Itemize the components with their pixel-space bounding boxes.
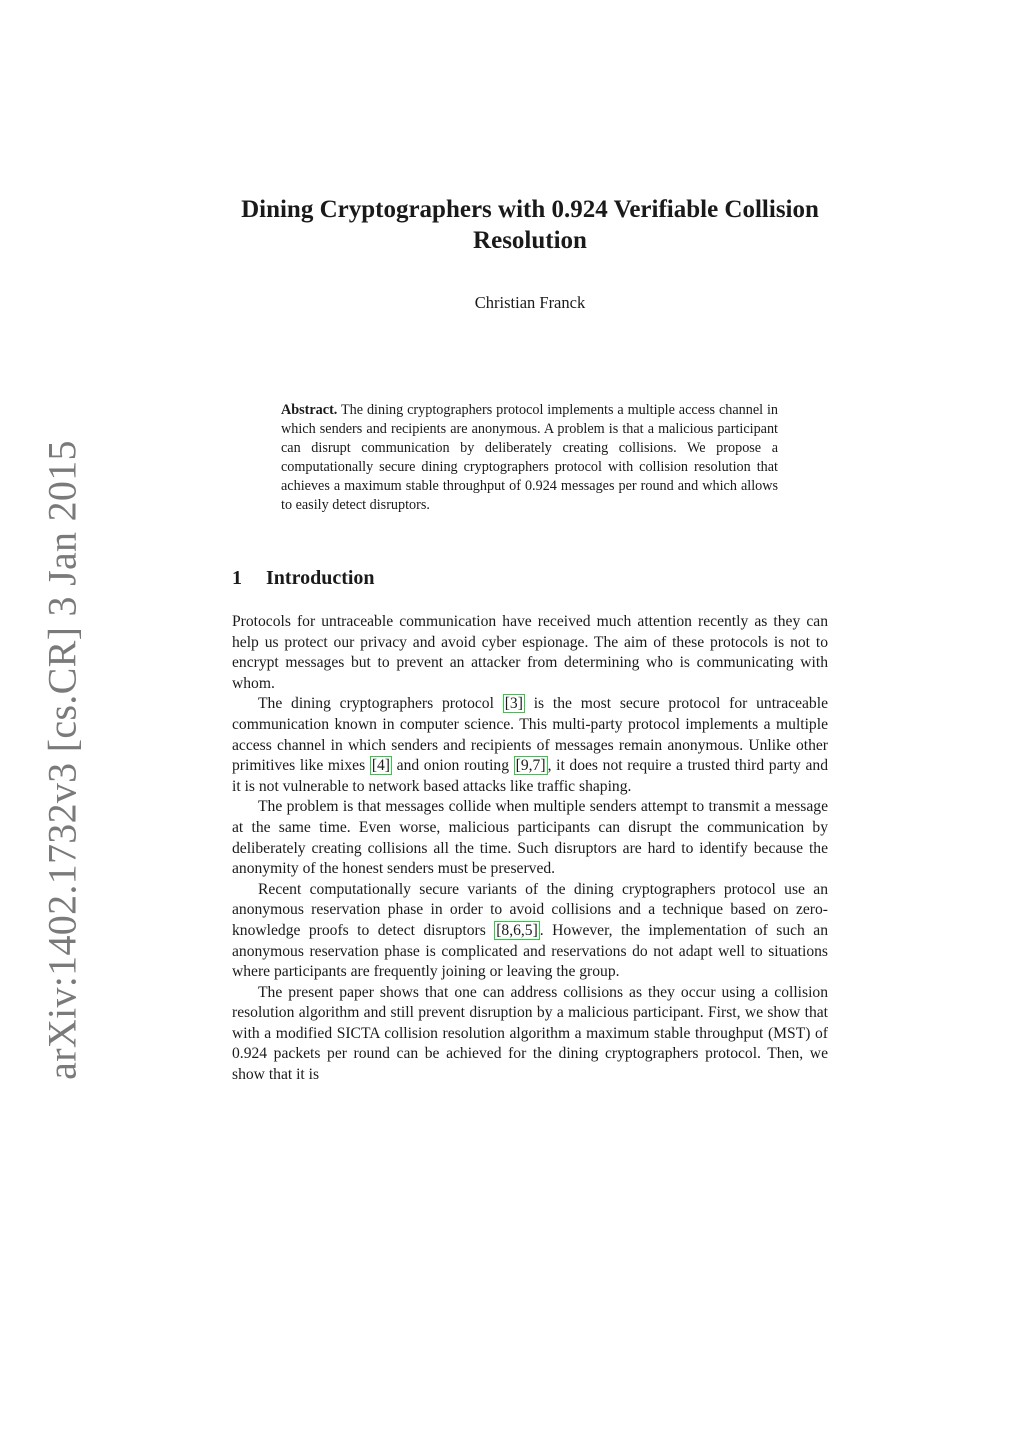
paragraph-1: Protocols for untraceable communication have received much attention recently as they can help us protect our privacy and avoid cyber espionage. The aim of these protocols is not to encrypt messages but to prevent an attacker from determining who is communicating with whom.: [232, 613, 828, 692]
citation-link[interactable]: [3]: [504, 695, 523, 713]
section-number: 1: [232, 567, 242, 589]
paragraph-2-text: , it does not require a trusted third party and it is not vulnerable to network based attacks like traffic shaping.: [232, 757, 828, 795]
paragraph-4-text: Recent computationally secure variants of the dining cryptographers protocol use an anonymous reservation phase in order to avoid collisions and a technique based on zero-knowledge proofs to detect disruptors: [232, 880, 828, 939]
section-title: Introduction: [266, 567, 375, 589]
paragraph-5: The present paper shows that one can address collisions as they occur using a collision resolution algorithm and still prevent disruption by a malicious participant. First, we show that with a modified SICTA collision resolution algorithm a maximum stable throughput (MST) of 0.924 packets per round can be achieved for the dining cryptographers protocol. Then, we show that it is: [232, 983, 828, 1084]
paragraph-4-text: . However, the implementation of such an anonymous reservation phase is complicated and reservations do not adapt well to situations where participants are frequently joining or leaving the group.: [232, 921, 828, 981]
paragraph-2-text: and onion routing: [392, 757, 514, 775]
abstract-label: Abstract.: [281, 402, 338, 418]
paragraph-3: The problem is that messages collide when multiple senders attempt to transmit a message at the same time. Even worse, malicious participants can disrupt the communication by deliberately creating collisions all the time. Such disruptors are hard to identify because the anonymity of the honest senders must be preserved.: [232, 798, 828, 878]
citation-link[interactable]: [9,7]: [515, 757, 546, 775]
abstract-text: The dining cryptographers protocol implements a multiple access channel in which senders and recipients are anonymous. A problem is that a malicious participant can disrupt communication by deliberately creating collisions. We propose a computationally secure dining cryptographers protocol with collision resolution that achieves a maximum stable throughput of 0.924 messages per round and which allows to easily detect disruptors.: [281, 402, 778, 513]
author-name: Christian Franck: [474, 293, 586, 312]
abstract: [281, 401, 778, 515]
section-heading: [232, 567, 375, 590]
paragraph-2: [232, 694, 828, 797]
paragraph-4: [232, 880, 828, 983]
arxiv-identifier: arXiv:1402.1732v3 [cs.CR] 3 Jan 2015: [39, 440, 85, 1080]
citation-link[interactable]: [8,6,5]: [496, 921, 538, 939]
citation-link[interactable]: [4]: [371, 757, 390, 775]
paper-title: Dining Cryptographers with 0.924 Verifiable Collision Resolution: [241, 196, 819, 254]
paragraph-2-text: is the most secure protocol for untraceable communication known in computer science. This multi-party protocol implements a multiple access channel in which senders and recipients of messages remain anonymous. Unlike other primitives like mixes: [232, 695, 828, 775]
paragraph-2-text: The dining cryptographers protocol: [258, 695, 503, 713]
body-text: [232, 612, 828, 1086]
